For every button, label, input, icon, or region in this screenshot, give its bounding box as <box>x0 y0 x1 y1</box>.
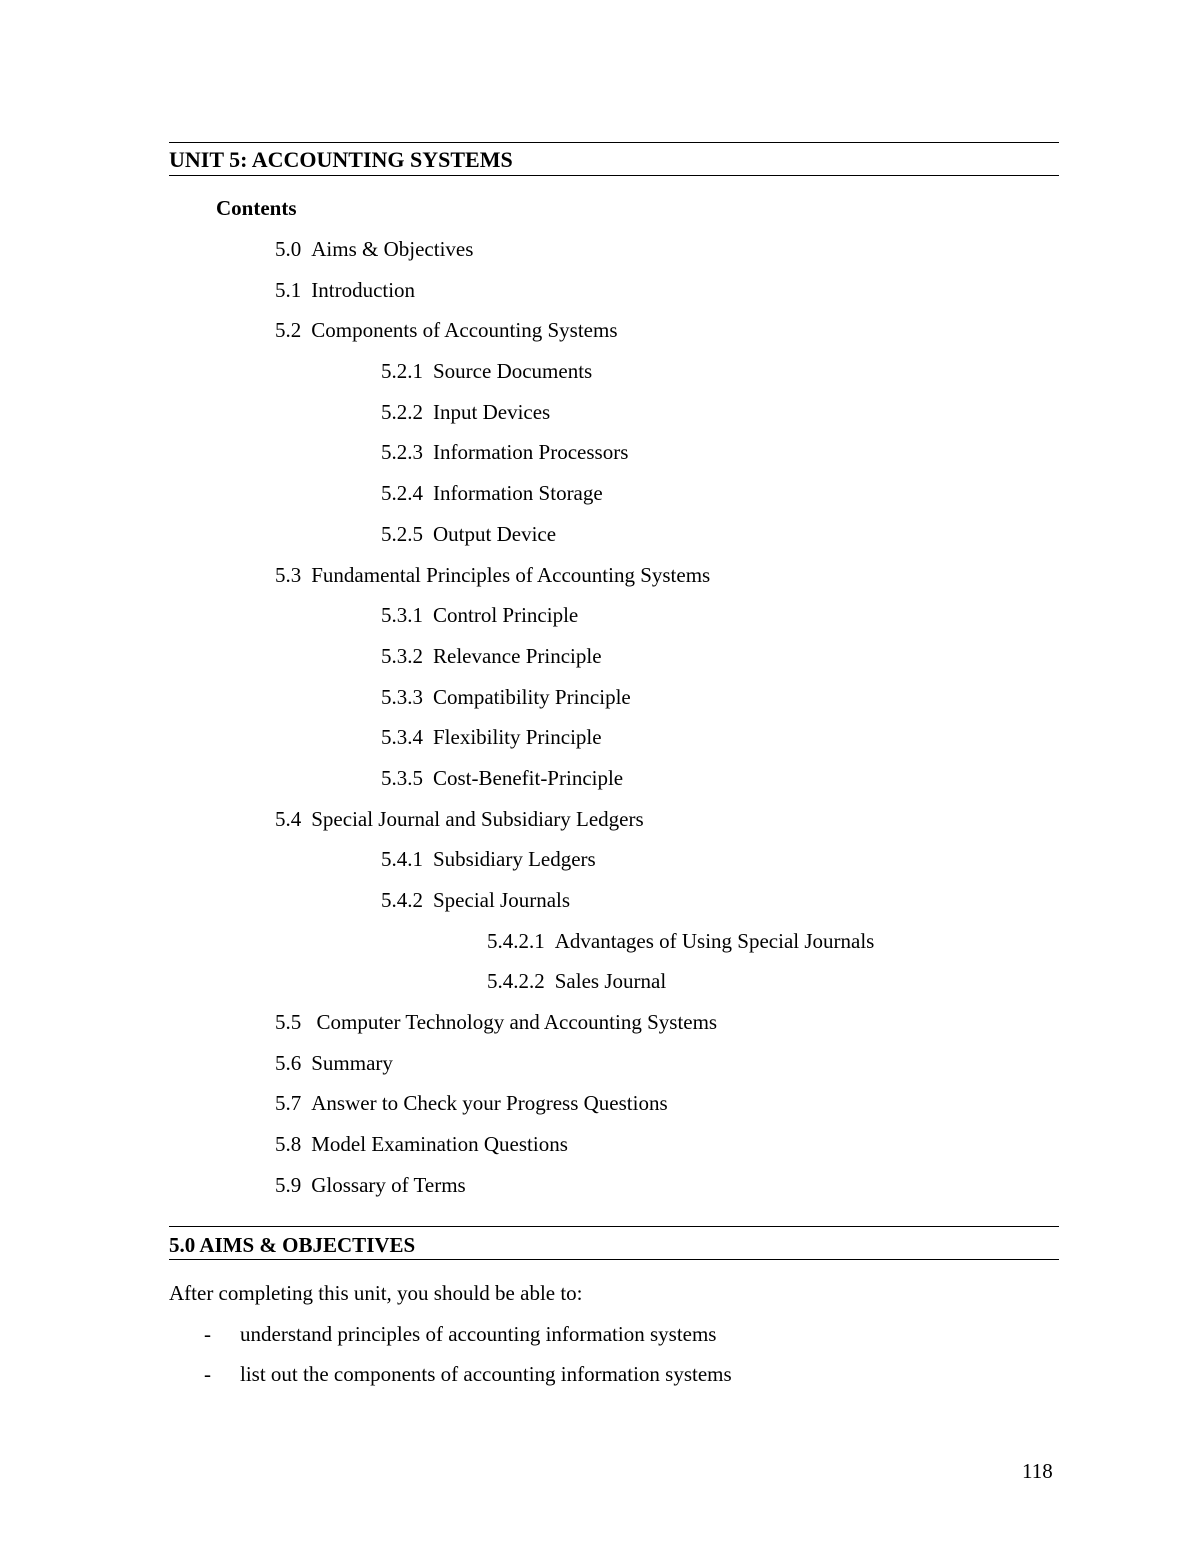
toc-entry <box>0 276 1200 317</box>
bullet-dash: - <box>204 1322 211 1346</box>
toc-entry <box>0 1008 1200 1049</box>
toc-entry-number: 5.7 <box>275 1091 302 1116</box>
toc-entry-number: 5.3.3 <box>381 684 423 709</box>
toc-entry <box>0 479 1200 520</box>
toc-entry-number: 5.2.4 <box>381 481 423 506</box>
heading-rule-bottom <box>169 175 1059 176</box>
toc-entry <box>0 1089 1200 1130</box>
toc-entry-title: Introduction <box>311 277 416 302</box>
toc-entry-number: 5.4.2 <box>381 888 423 912</box>
toc-entry-number: 5.0 <box>275 237 302 261</box>
toc-entry <box>0 1049 1200 1090</box>
toc-entry-title: Flexibility Principle <box>433 725 602 750</box>
toc-entry <box>0 235 1200 276</box>
objectives-list <box>0 1320 1200 1400</box>
toc-entry-number: 5.3.5 <box>381 765 423 790</box>
toc-entry-number: 5.4.2.2 <box>487 969 545 994</box>
table-of-contents <box>0 235 1200 1212</box>
toc-entry-title: Answer to Check your Progress Questions <box>311 1091 668 1116</box>
toc-entry-number: 5.5 <box>275 1010 302 1035</box>
toc-entry-title: Information Storage <box>433 481 603 506</box>
toc-entry-number: 5.3 <box>275 562 302 587</box>
toc-entry-number: 5.3.2 <box>381 643 423 668</box>
toc-entry-title: Relevance Principle <box>433 643 602 668</box>
toc-entry-number: 5.1 <box>275 277 302 302</box>
toc-entry-number: 5.4.2.1 <box>487 928 545 953</box>
toc-entry-title: Special Journals <box>433 888 571 912</box>
unit-title: UNIT 5: ACCOUNTING SYSTEMS <box>169 147 513 172</box>
toc-entry-number: 5.2 <box>275 318 302 343</box>
toc-entry <box>0 642 1200 683</box>
toc-entry <box>0 927 1200 968</box>
toc-entry <box>0 1130 1200 1171</box>
toc-entry <box>0 886 1200 927</box>
toc-entry <box>0 1171 1200 1212</box>
objective-text: understand principles of accounting information systems <box>240 1322 717 1346</box>
section-heading: 5.0 AIMS & OBJECTIVES <box>169 1233 416 1257</box>
toc-entry-title: Summary <box>311 1050 393 1075</box>
toc-entry-title: Model Examination Questions <box>311 1132 568 1157</box>
toc-entry <box>0 357 1200 398</box>
toc-entry <box>0 398 1200 439</box>
intro-paragraph: After completing this unit, you should be able to: <box>169 1281 583 1305</box>
toc-entry-title: Input Devices <box>433 399 551 424</box>
toc-entry-title: Information Processors <box>433 440 629 465</box>
toc-entry-number: 5.8 <box>275 1132 302 1157</box>
toc-entry-title: Control Principle <box>433 603 579 628</box>
toc-entry-title: Fundamental Principles of Accounting Systems <box>311 562 711 587</box>
toc-entry-number: 5.2.2 <box>381 399 423 424</box>
contents-label: Contents <box>216 196 297 220</box>
toc-entry-title: Computer Technology and Accounting Systems <box>311 1010 718 1035</box>
toc-entry <box>0 601 1200 642</box>
toc-entry-title: Source Documents <box>433 359 593 384</box>
toc-entry <box>0 520 1200 561</box>
toc-entry-number: 5.3.1 <box>381 603 423 628</box>
bullet-dash: - <box>204 1362 211 1386</box>
toc-entry-number: 5.2.5 <box>381 521 423 546</box>
toc-entry-title: Subsidiary Ledgers <box>433 847 596 872</box>
page-number: 118 <box>1022 1459 1053 1483</box>
toc-entry-title: Advantages of Using Special Journals <box>554 928 875 953</box>
toc-entry <box>0 316 1200 357</box>
toc-entry-title: Aims & Objectives <box>311 237 474 261</box>
objective-text: list out the components of accounting information systems <box>240 1362 732 1386</box>
toc-entry-title: Special Journal and Subsidiary Ledgers <box>311 806 644 831</box>
toc-entry-title: Sales Journal <box>554 969 667 994</box>
toc-entry-title: Compatibility Principle <box>433 684 631 709</box>
section-rule-bottom <box>169 1259 1059 1260</box>
section-rule-top <box>169 1226 1059 1227</box>
toc-entry <box>0 438 1200 479</box>
toc-entry-number: 5.2.1 <box>381 359 423 384</box>
heading-rule-top <box>169 142 1059 143</box>
toc-entry <box>0 764 1200 805</box>
toc-entry <box>0 683 1200 724</box>
toc-entry-number: 5.4.1 <box>381 847 423 872</box>
toc-entry-number: 5.2.3 <box>381 440 423 465</box>
toc-entry <box>0 845 1200 886</box>
toc-entry-title: Output Device <box>433 521 557 546</box>
objective-item <box>0 1360 1200 1400</box>
toc-entry-number: 5.9 <box>275 1172 302 1197</box>
toc-entry <box>0 723 1200 764</box>
toc-entry <box>0 561 1200 602</box>
toc-entry-number: 5.6 <box>275 1050 302 1075</box>
toc-entry <box>0 805 1200 846</box>
toc-entry-title: Glossary of Terms <box>311 1172 466 1197</box>
objective-item <box>0 1320 1200 1360</box>
toc-entry-title: Cost-Benefit-Principle <box>433 765 624 790</box>
toc-entry-title: Components of Accounting Systems <box>311 318 618 343</box>
toc-entry <box>0 967 1200 1008</box>
toc-entry-number: 5.3.4 <box>381 725 423 750</box>
toc-entry-number: 5.4 <box>275 806 302 831</box>
